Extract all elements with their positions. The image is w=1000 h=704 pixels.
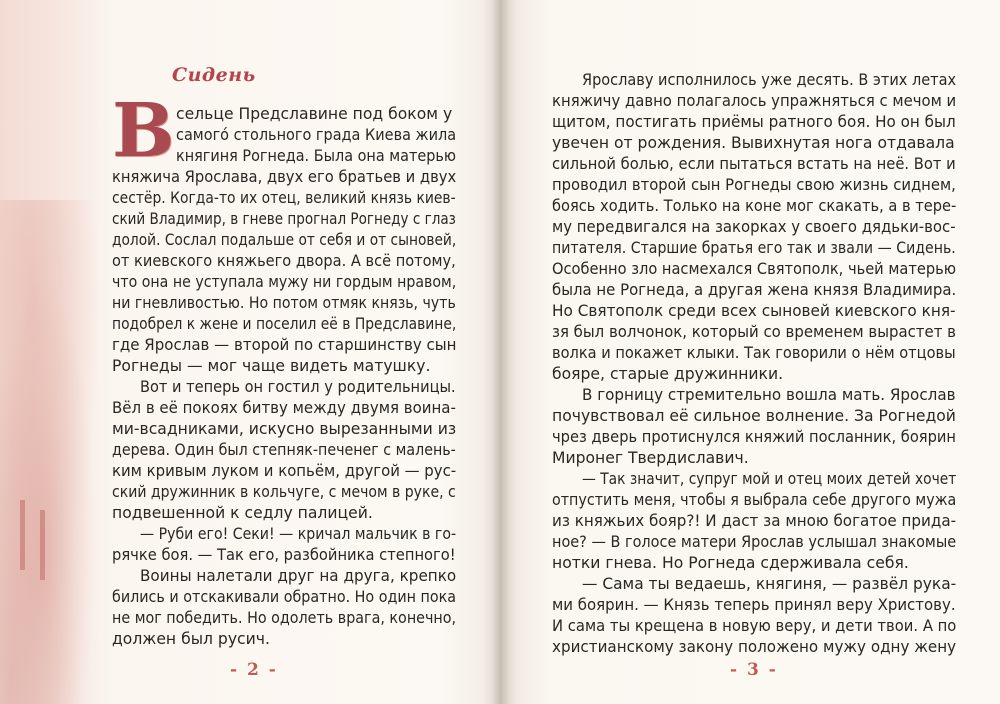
text-line: Но Святополк среди всех сыновей киевского кня-: [552, 302, 956, 320]
text-line: ное? — В голосе матери Ярослав услышал знакомые: [552, 533, 957, 551]
text-line: — Руби его! Секи! — кричал мальчик в го-: [140, 525, 457, 543]
text-line: И сама ты крещена в новую веру, и дети твои. А по: [552, 617, 957, 635]
text-line: должен был русич.: [112, 630, 270, 648]
text-line: ким кривым луком и копьём, другой — рус-: [112, 462, 457, 480]
page-number: - 3 -: [730, 660, 778, 680]
page-number: - 2 -: [230, 660, 278, 680]
text-line: ский дружинник в кольчуге, с мечом в руке, с: [112, 483, 456, 501]
faded-illustration: [0, 200, 110, 704]
text-line: Вёл в её покоях битву между двумя воина-: [112, 399, 456, 417]
text-line: ский Владимир, в гневе прогнал Рогнеду с глаз: [112, 210, 456, 228]
text-line: была не Рогнеда, а другая жена князя Владимира.: [552, 281, 957, 299]
text-line: ми-всадниками, искусно вырезанными из: [112, 420, 457, 438]
text-line: отпустить меня, чтобы я выбрала себе другого мужа: [552, 491, 957, 509]
text-line: подобрел к жене и поселил её в Предславине,: [112, 315, 457, 333]
text-line: проводил второй сын Рогнеды свою жизнь сиднем,: [552, 176, 956, 194]
text-line: подвешенной к седлу палицей.: [112, 504, 373, 522]
text-line: Вот и теперь он гостил у родительницы.: [140, 378, 456, 396]
text-line: сильной болью, если пытаться встать на неё. Вот и: [552, 155, 956, 173]
text-line: волка и покажет клыки. Так говорили о нём отцовы: [552, 344, 956, 362]
right-page: [500, 0, 1000, 704]
text-line: Ярославу исполнилось уже десять. В этих летах: [582, 71, 957, 89]
text-line: долой. Сослал подальше от себя и от сыновей,: [112, 231, 457, 249]
text-line: Рогнеды — мог чаще видеть матушку.: [112, 357, 431, 375]
text-line: ни гневливостью. Но потом отмяк князь, чуть: [112, 294, 456, 312]
text-line: не мог победить. Но одолеть врага, конечно,: [112, 609, 457, 627]
book-gutter: [482, 0, 518, 704]
text-line: княгиня Рогнеда. Была она матерью: [176, 147, 456, 165]
text-line: бояре, старые дружинники.: [552, 365, 784, 383]
text-line: питателя. Старшие братья его так и звали — Сидень.: [552, 239, 956, 257]
text-line: ми боярин. — Князь теперь принял веру Христову.: [552, 596, 956, 614]
text-line: сельце Предславине под боком у: [176, 105, 453, 123]
text-line: — Так значит, супруг мой и отец моих детей хочет: [582, 470, 957, 488]
text-line: рячке боя. — Так его, разбойника степного!: [112, 546, 456, 564]
text-line: сестёр. Когда-то их отец, великий князь киев-: [112, 189, 456, 207]
text-line: от киевского княжьего двора. А всё потому,: [112, 252, 456, 270]
text-line: христианскому закону положено мужу одну жену: [552, 638, 957, 656]
text-line: Воины налетали друг на друга, крепко: [140, 567, 457, 585]
text-line: где Ярослав — второй по старшинству сын: [112, 336, 457, 354]
text-line: боясь ходить. Только на коне мог скакать, а в тере-: [552, 197, 957, 215]
text-line: бились и отскакивали обратно. Но один пока: [112, 588, 457, 606]
text-line: му передвигался на закорках у своего дядьки-вос-: [552, 218, 956, 236]
text-line: — Сама ты ведаешь, княгиня, — развёл рука-: [582, 575, 957, 593]
text-line: Особенно зло насмехался Святополк, чьей матерью: [552, 260, 957, 278]
text-line: княжичу давно полагалось упражняться с мечом и: [552, 92, 957, 110]
text-line: чрез дверь протиснулся княжий посланник, боярин: [552, 428, 957, 446]
drop-cap: В: [112, 88, 175, 174]
text-line: Миронег Твердиславич.: [552, 449, 749, 467]
text-line: почувствовал её сильное волнение. За Рогнедой: [552, 407, 956, 425]
text-line: дерева. Один был степняк-печенег с малень-: [112, 441, 456, 459]
text-line: нотки гнева. Но Рогнеда сдерживала себя.: [552, 554, 909, 572]
text-line: княжича Ярослава, двух его братьев и двух: [112, 168, 457, 186]
text-line: из княжьих бояр?! И даст за мною богатое прида-: [552, 512, 957, 530]
text-line: увечен от рождения. Вывихнутая нога отдавала: [552, 134, 955, 152]
text-line: самого́ стольного града Киева жила: [176, 126, 457, 144]
text-line: В горницу стремительно вошла мать. Ярослав: [582, 386, 956, 404]
text-line: что она не уступала мужу ни гордым нравом,: [112, 273, 457, 291]
text-line: зя был волчонок, который со временем вырастет в: [552, 323, 956, 341]
chapter-title: Сидень: [172, 64, 256, 86]
text-line: щитом, постигать приёмы ратного боя. Но он был: [552, 113, 956, 131]
